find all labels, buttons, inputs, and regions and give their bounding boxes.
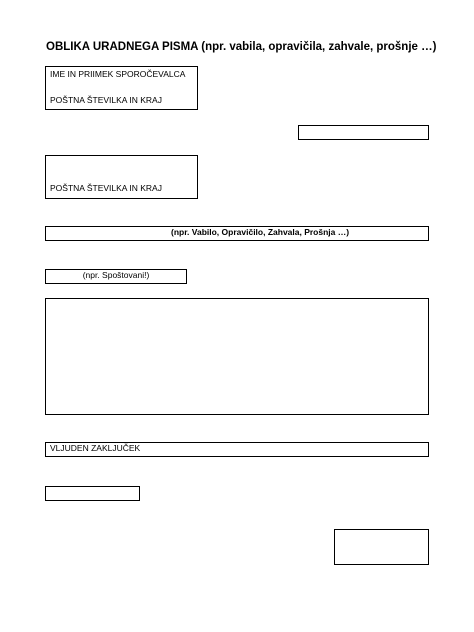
document-title-main: OBLIKA URADNEGA PISMA xyxy=(46,41,199,53)
signature-box xyxy=(45,486,140,501)
recipient-box xyxy=(45,155,198,199)
closing-label: VLJUDEN ZAKLJUČEK xyxy=(50,443,141,453)
date-box xyxy=(298,125,429,140)
closing-box xyxy=(45,442,429,457)
sender-name-label: IME IN PRIIMEK SPOROČEVALCA xyxy=(50,69,186,79)
sender-box xyxy=(45,66,198,110)
document-title xyxy=(46,41,436,53)
subject-box xyxy=(45,226,429,241)
letter-body-box xyxy=(45,298,429,415)
salutation-box xyxy=(45,269,187,284)
bottom-right-box xyxy=(334,529,429,565)
recipient-postal-label: POŠTNA ŠTEVILKA IN KRAJ xyxy=(50,183,162,193)
salutation-hint: (npr. Spoštovani!) xyxy=(82,270,150,280)
subject-hint: (npr. Vabilo, Opravičilo, Zahvala, Prošnja …) xyxy=(171,227,350,237)
sender-postal-label: POŠTNA ŠTEVILKA IN KRAJ xyxy=(50,95,162,105)
document-title-note: (npr. vabila, opravičila, zahvale, prošnje …) xyxy=(198,41,437,53)
